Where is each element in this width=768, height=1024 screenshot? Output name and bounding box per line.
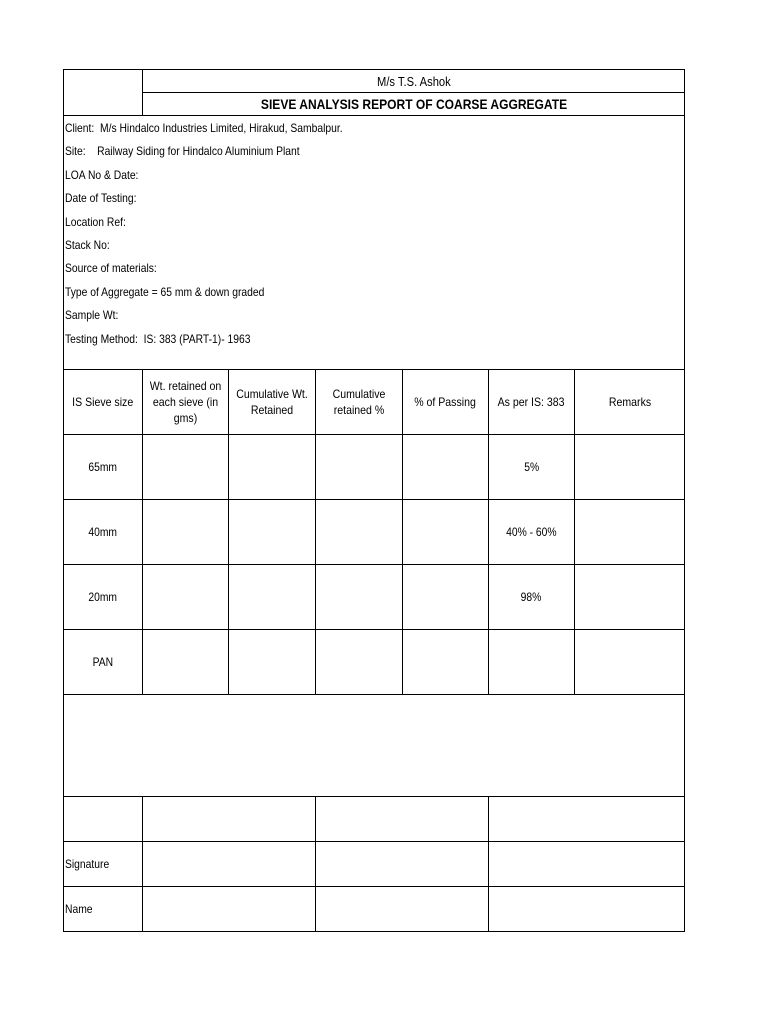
signoff-label-cell [64,797,143,842]
col-header-passing: % of Passing [403,370,489,435]
name-cell[interactable] [489,887,685,932]
as-per-is-cell: 40% - 60% [489,500,575,565]
col-header-as-per-is: As per IS: 383 [489,370,575,435]
firm-name-text: M/s T.S. Ashok [376,73,451,89]
cumulative-pct-cell[interactable] [316,435,403,500]
passing-cell[interactable] [403,565,489,630]
col-header-remarks: Remarks [575,370,685,435]
table-row [64,565,685,630]
passing-cell[interactable] [403,630,489,695]
signoff-col-2[interactable] [316,797,489,842]
sieve-size-cell: 40mm [64,500,143,565]
info-sample-wt [64,304,684,327]
signature-cell[interactable] [489,842,685,887]
cumulative-wt-cell[interactable] [229,435,316,500]
report-table [63,69,685,932]
info-source [64,257,684,280]
info-testing-method-text: Testing Method: IS: 383 (PART-1)- 1963 [65,331,251,346]
signature-cell[interactable] [143,842,316,887]
info-source-text: Source of materials: [65,261,157,276]
signature-row [64,842,685,887]
report-title-text: SIEVE ANALYSIS REPORT OF COARSE AGGREGATE [260,96,567,112]
remarks-cell[interactable] [575,500,685,565]
info-site [64,140,684,163]
info-site-text: Site: Railway Siding for Hindalco Aluminium Plant [65,144,300,159]
sieve-size-cell: 20mm [64,565,143,630]
table-row [64,500,685,565]
info-aggregate-type-text: Type of Aggregate = 65 mm & down graded [65,284,265,299]
logo-cell [64,70,143,116]
info-loa [64,164,684,187]
info-sample-wt-text: Sample Wt: [65,308,119,323]
notes-cell[interactable] [64,695,685,797]
firm-name [143,70,685,93]
signature-label: Signature [64,842,143,887]
info-aggregate-type [64,281,684,304]
info-loa-text: LOA No & Date: [65,167,139,182]
wt-retained-cell[interactable] [143,565,229,630]
table-row [64,630,685,695]
info-date-of-testing-text: Date of Testing: [65,191,137,206]
cumulative-wt-cell[interactable] [229,500,316,565]
cumulative-wt-cell[interactable] [229,565,316,630]
info-client [64,117,684,140]
info-stack-no-text: Stack No: [65,237,110,252]
notes-area [64,695,685,797]
table-row [64,435,685,500]
name-label: Name [64,887,143,932]
report-title [143,93,685,116]
info-block [64,116,685,370]
signoff-header-row [64,797,685,842]
col-header-cumulative-pct: Cumulative retained % [316,370,403,435]
cumulative-pct-cell[interactable] [316,500,403,565]
signature-cell[interactable] [316,842,489,887]
wt-retained-cell[interactable] [143,630,229,695]
info-stack-no [64,234,684,257]
as-per-is-cell: 5% [489,435,575,500]
wt-retained-cell[interactable] [143,435,229,500]
report-sheet [63,69,684,932]
cumulative-wt-cell[interactable] [229,630,316,695]
signoff-col-3[interactable] [489,797,685,842]
sieve-size-cell: 65mm [64,435,143,500]
cumulative-pct-cell[interactable] [316,630,403,695]
wt-retained-cell[interactable] [143,500,229,565]
col-header-cumulative-wt: Cumulative Wt. Retained [229,370,316,435]
info-client-text: Client: M/s Hindalco Industries Limited, Hirakud, Sambalpur. [65,121,343,135]
info-location-ref-text: Location Ref: [65,214,126,229]
remarks-cell[interactable] [575,630,685,695]
signoff-col-1[interactable] [143,797,316,842]
col-header-wt-retained: Wt. retained on each sieve (in gms) [143,370,229,435]
col-header-sieve-size: IS Sieve size [64,370,143,435]
remarks-cell[interactable] [575,565,685,630]
name-cell[interactable] [143,887,316,932]
as-per-is-cell [489,630,575,695]
table-header-row [64,370,685,435]
cumulative-pct-cell[interactable] [316,565,403,630]
info-date-of-testing [64,187,684,210]
name-row [64,887,685,932]
passing-cell[interactable] [403,500,489,565]
sieve-size-cell: PAN [64,630,143,695]
info-testing-method [64,328,684,351]
remarks-cell[interactable] [575,435,685,500]
passing-cell[interactable] [403,435,489,500]
name-cell[interactable] [316,887,489,932]
as-per-is-cell: 98% [489,565,575,630]
info-location-ref [64,211,684,234]
